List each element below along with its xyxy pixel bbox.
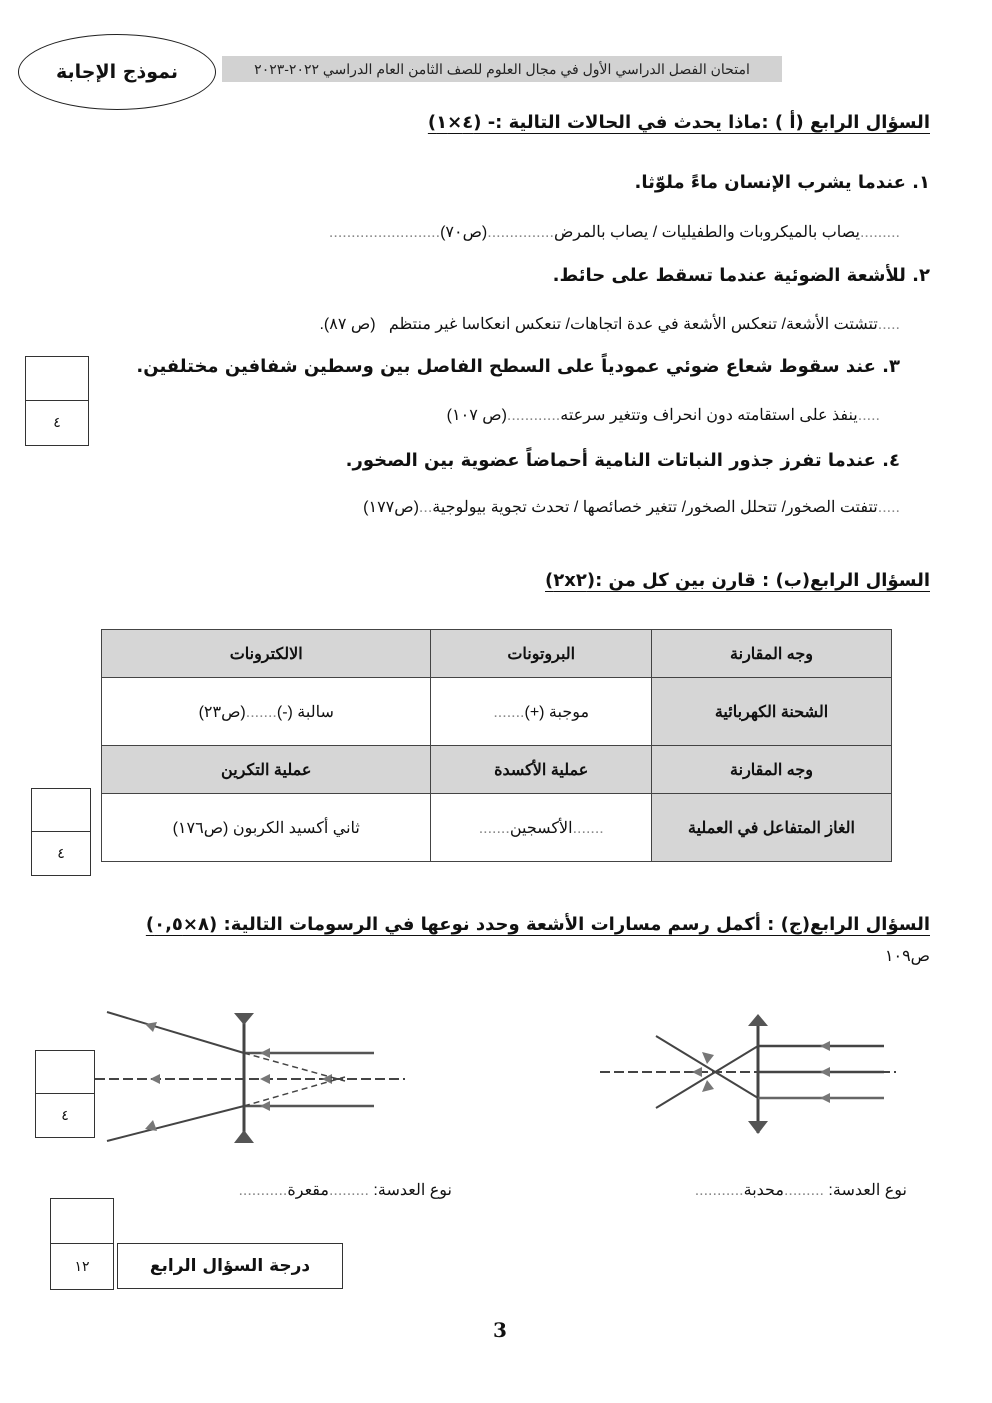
part-a-item-2: ٢. للأشعة الضوئية عندما تسقط على حائط. (552, 265, 930, 286)
answer-cell: .......الأكسجين....... (431, 794, 652, 862)
lens-type-answer: محدبة (743, 1182, 784, 1199)
header-cell: الالكترونات (102, 630, 431, 678)
table-row (102, 678, 892, 746)
part-a-item-3: ٣. عند سقوط شعاع ضوئي عمودياً على السطح الفاصل بين وسطين شفافين مختلفين. (136, 356, 900, 377)
part-c-page-ref: ص١٠٩ (884, 948, 930, 965)
part-a-answer-1: .........يصاب بالميكروبات والطفيليات / يصاب بالمرض...............(ص٧٠)......................... (328, 224, 900, 241)
header-cell: عملية التكرين (102, 746, 431, 794)
part-b-score-box (31, 788, 91, 876)
part-c-score-box (35, 1050, 95, 1138)
part-a-answer-2: .....تتشتت الأشعة/ تنعكس الأشعة في عدة اتجاهات/ تنعكس انعكاسا غير منتظم (ص ٨٧). (319, 316, 900, 333)
lens-type-answer: مقعرة (287, 1182, 329, 1199)
page-ref: (ص ١٠٧) (446, 407, 507, 424)
answer-text: تتشتت الأشعة/ تنعكس الأشعة في عدة اتجاهات/ تنعكس انعكاسا غير منتظم (388, 316, 878, 333)
page-ref: (ص٧٠) (440, 224, 488, 241)
part-a-title: السؤال الرابع (أ ) :ماذا يحدث في الحالات التالية :- (٤×١) (427, 112, 930, 133)
convex-lens-diagram (598, 1008, 898, 1138)
answer-key-badge (18, 34, 216, 110)
convex-lens-type: نوع العدسة: .........محدبة........... (694, 1182, 907, 1199)
comparison-table (101, 629, 892, 862)
part-a-score: ٤ (53, 415, 61, 431)
total-score-label: درجة السؤال الرابع (117, 1243, 343, 1289)
part-a-item-1 (90, 172, 930, 193)
part-b-title: السؤال الرابع(ب) : قارن بين كل من :(٢x٢) (545, 570, 930, 591)
exam-title: امتحان الفصل الدراسي الأول في مجال العلوم للصف الثامن العام الدراسي ٢٠٢٢-٢٠٢٣ (222, 56, 782, 82)
part-a-score-box (25, 356, 89, 446)
answer-key-label: نموذج الإجابة (56, 61, 178, 83)
table-row (102, 794, 892, 862)
concave-lens-diagram (90, 1005, 420, 1145)
part-c-title: السؤال الرابع(ج) : أكمل رسم مسارات الأشعة وحدد نوعها في الرسومات التالية: (٨×٠,٥) (145, 914, 930, 935)
answer-cell: سالبة (-).......(ص٢٣) (102, 678, 431, 746)
header-cell: البروتونات (431, 630, 652, 678)
page-ref: (ص١٧٧) (363, 499, 419, 516)
row-label: الشحنة الكهربائية (652, 678, 892, 746)
header-cell: عملية الأكسدة (431, 746, 652, 794)
answer-text: تتفتت الصخور/ تتحلل الصخور/ تتغير خصائصها / تحدث تجوية بيولوجية (432, 499, 878, 516)
part-a-answer-3: .....ينفذ على استقامته دون انحراف وتتغير سرعته............(ص ١٠٧) (446, 407, 880, 424)
total-score-box (50, 1198, 114, 1290)
item-question: للأشعة الضوئية عندما تسقط على حائط. (552, 265, 906, 286)
total-score: ١٢ (74, 1258, 90, 1275)
part-c-score: ٤ (61, 1107, 69, 1124)
row-label: الغاز المتفاعل في العملية (652, 794, 892, 862)
page-number: 3 (493, 1318, 507, 1342)
part-a-item-4: ٤. عندما تفرز جذور النباتات النامية أحماضاً عضوية بين الصخور. (345, 450, 900, 471)
table-header-row (102, 746, 892, 794)
item-question: عندما تفرز جذور النباتات النامية أحماضاً عضوية بين الصخور. (345, 450, 876, 471)
part-a-answer-4: .....تتفتت الصخور/ تتحلل الصخور/ تتغير خصائصها / تحدث تجوية بيولوجية...(ص١٧٧) (363, 499, 900, 516)
header-cell: وجه المقارنة (652, 630, 892, 678)
concave-lens-type: نوع العدسة: .........مقعرة........... (238, 1182, 452, 1199)
part-b-score: ٤ (57, 845, 65, 862)
answer-cell: ثاني أكسيد الكربون (ص١٧٦) (102, 794, 431, 862)
answer-cell: موجبة (+)....... (431, 678, 652, 746)
answer-text: يصاب بالميكروبات والطفيليات / يصاب بالمرض (553, 224, 860, 241)
item-question: عندما يشرب الإنسان ماءً ملوّثا. (634, 172, 906, 193)
table-header-row (102, 630, 892, 678)
lens-type-label: نوع العدسة: (373, 1182, 452, 1199)
header-cell: وجه المقارنة (652, 746, 892, 794)
answer-text: ينفذ على استقامته دون انحراف وتتغير سرعته (560, 407, 858, 424)
lens-type-label: نوع العدسة: (828, 1182, 907, 1199)
page-ref: (ص ٨٧). (319, 316, 376, 333)
item-number: ١. (912, 172, 930, 193)
item-question: عند سقوط شعاع ضوئي عمودياً على السطح الفاصل بين وسطين شفافين مختلفين. (136, 356, 876, 377)
